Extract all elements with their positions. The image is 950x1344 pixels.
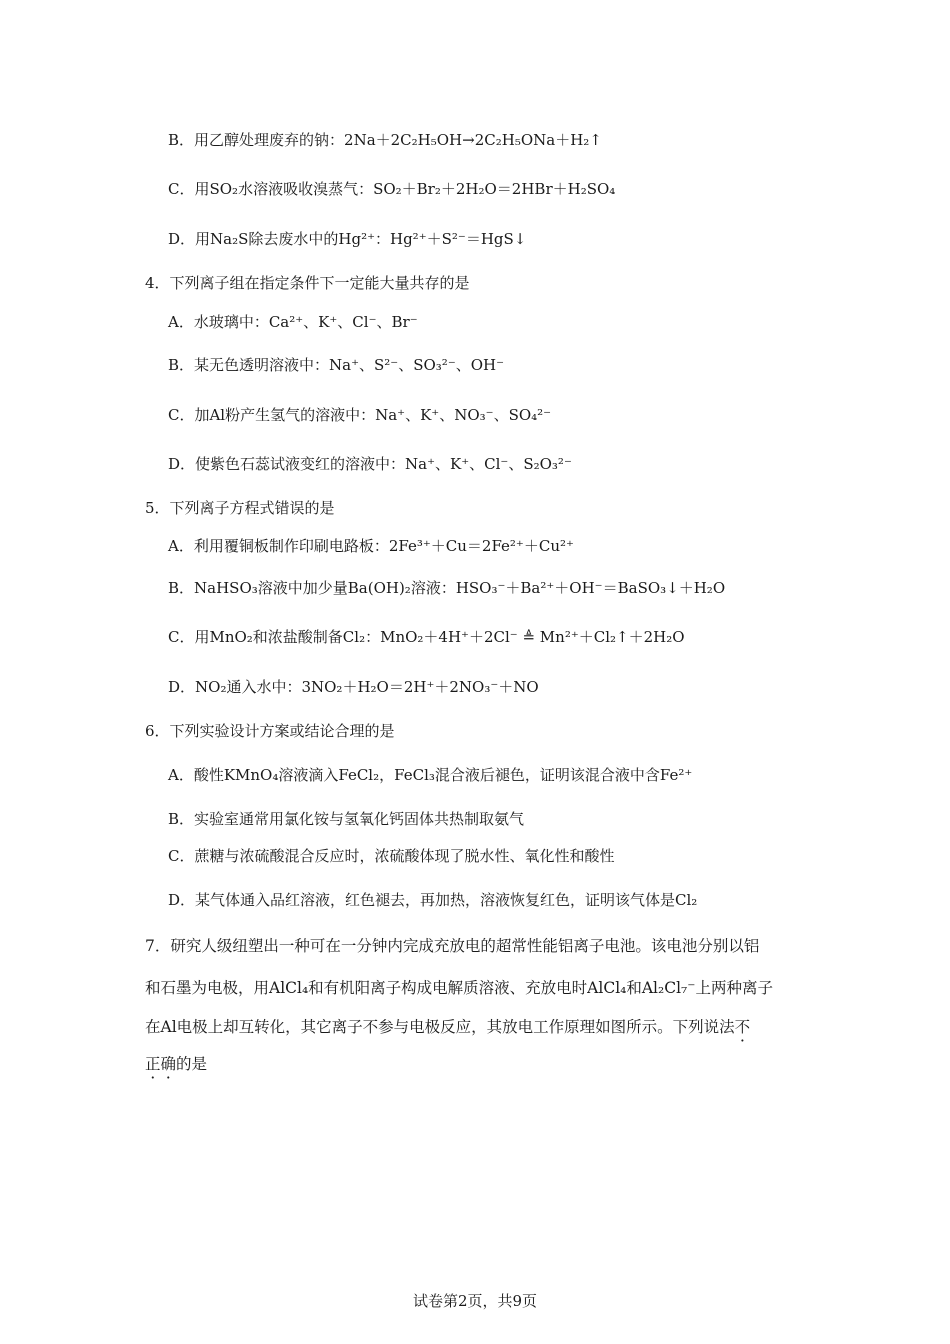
emphasis-mark-bu: 不 bbox=[734, 1018, 751, 1036]
q5-option-a: A．利用覆铜板制作印刷电路板：2Fe³⁺＋Cu＝2Fe²⁺＋Cu²⁺ bbox=[168, 537, 574, 555]
q6-option-a: A．酸性KMnO₄溶液滴入FeCl₂，FeCl₃混合液后褪色，证明该混合液中含Fe²⁺ bbox=[168, 766, 693, 784]
q5-option-c: C．用MnO₂和浓盐酸制备Cl₂：MnO₂＋4H⁺＋2Cl⁻ ≜ Mn²⁺＋Cl₂↑＋2H₂O bbox=[168, 628, 685, 646]
question-7-line-4-text: 的是 bbox=[176, 1055, 208, 1073]
q6-option-d: D．某气体通入品红溶液，红色褪去，再加热，溶液恢复红色，证明该气体是Cl₂ bbox=[168, 891, 698, 909]
q4-option-a: A．水玻璃中：Ca²⁺、K⁺、Cl⁻、Br⁻ bbox=[168, 313, 418, 331]
q3-option-c: C．用SO₂水溶液吸收溴蒸气：SO₂＋Br₂＋2H₂O＝2HBr＋H₂SO₄ bbox=[168, 180, 616, 198]
q3-option-d: D．用Na₂S除去废水中的Hg²⁺：Hg²⁺＋S²⁻＝HgS↓ bbox=[168, 230, 527, 248]
emphasis-mark-que: 确 bbox=[160, 1055, 177, 1073]
emphasis-mark-zheng: 正 bbox=[145, 1055, 161, 1073]
page-footer: 试卷第2页，共9页 bbox=[412, 1292, 538, 1310]
question-7-line-2: 和石墨为电极，用AlCl₄和有机阳离子构成电解质溶液、充放电时AlCl₄和Al₂Cl₇⁻上两种离子 bbox=[145, 979, 773, 997]
question-7-line-1: 7．研究人级纽塑出一种可在一分钟内完成充放电的超常性能铝离子电池。该电池分别以铝 bbox=[145, 937, 760, 955]
q4-option-c: C．加Al粉产生氢气的溶液中：Na⁺、K⁺、NO₃⁻、SO₄²⁻ bbox=[168, 406, 552, 424]
question-7-line-3-text: 在Al电极上却互转化，其它离子不参与电极反应，其放电工作原理如图所示。下列说法 bbox=[145, 1018, 735, 1036]
question-4-stem: 4．下列离子组在指定条件下一定能大量共存的是 bbox=[145, 274, 470, 292]
question-6-stem: 6．下列实验设计方案或结论合理的是 bbox=[145, 722, 395, 740]
q6-option-b: B．实验室通常用氯化铵与氢氧化钙固体共热制取氨气 bbox=[168, 810, 525, 828]
q6-option-c: C．蔗糖与浓硫酸混合反应时，浓硫酸体现了脱水性、氧化性和酸性 bbox=[168, 847, 615, 865]
q5-option-d: D．NO₂通入水中：3NO₂＋H₂O＝2H⁺＋2NO₃⁻＋NO bbox=[168, 678, 539, 696]
q3-option-b: B．用乙醇处理废弃的钠：2Na＋2C₂H₅OH→2C₂H₅ONa＋H₂↑ bbox=[168, 131, 602, 149]
question-5-stem: 5．下列离子方程式错误的是 bbox=[145, 499, 335, 517]
question-7-line-4 bbox=[145, 1053, 207, 1075]
q4-option-d: D．使紫色石蕊试液变红的溶液中：Na⁺、K⁺、Cl⁻、S₂O₃²⁻ bbox=[168, 455, 572, 473]
question-7-line-3 bbox=[145, 1016, 750, 1038]
q4-option-b: B．某无色透明溶液中：Na⁺、S²⁻、SO₃²⁻、OH⁻ bbox=[168, 356, 505, 374]
q5-option-b: B．NaHSO₃溶液中加少量Ba(OH)₂溶液：HSO₃⁻＋Ba²⁺＋OH⁻＝BaSO₃↓＋H₂O bbox=[168, 579, 726, 597]
